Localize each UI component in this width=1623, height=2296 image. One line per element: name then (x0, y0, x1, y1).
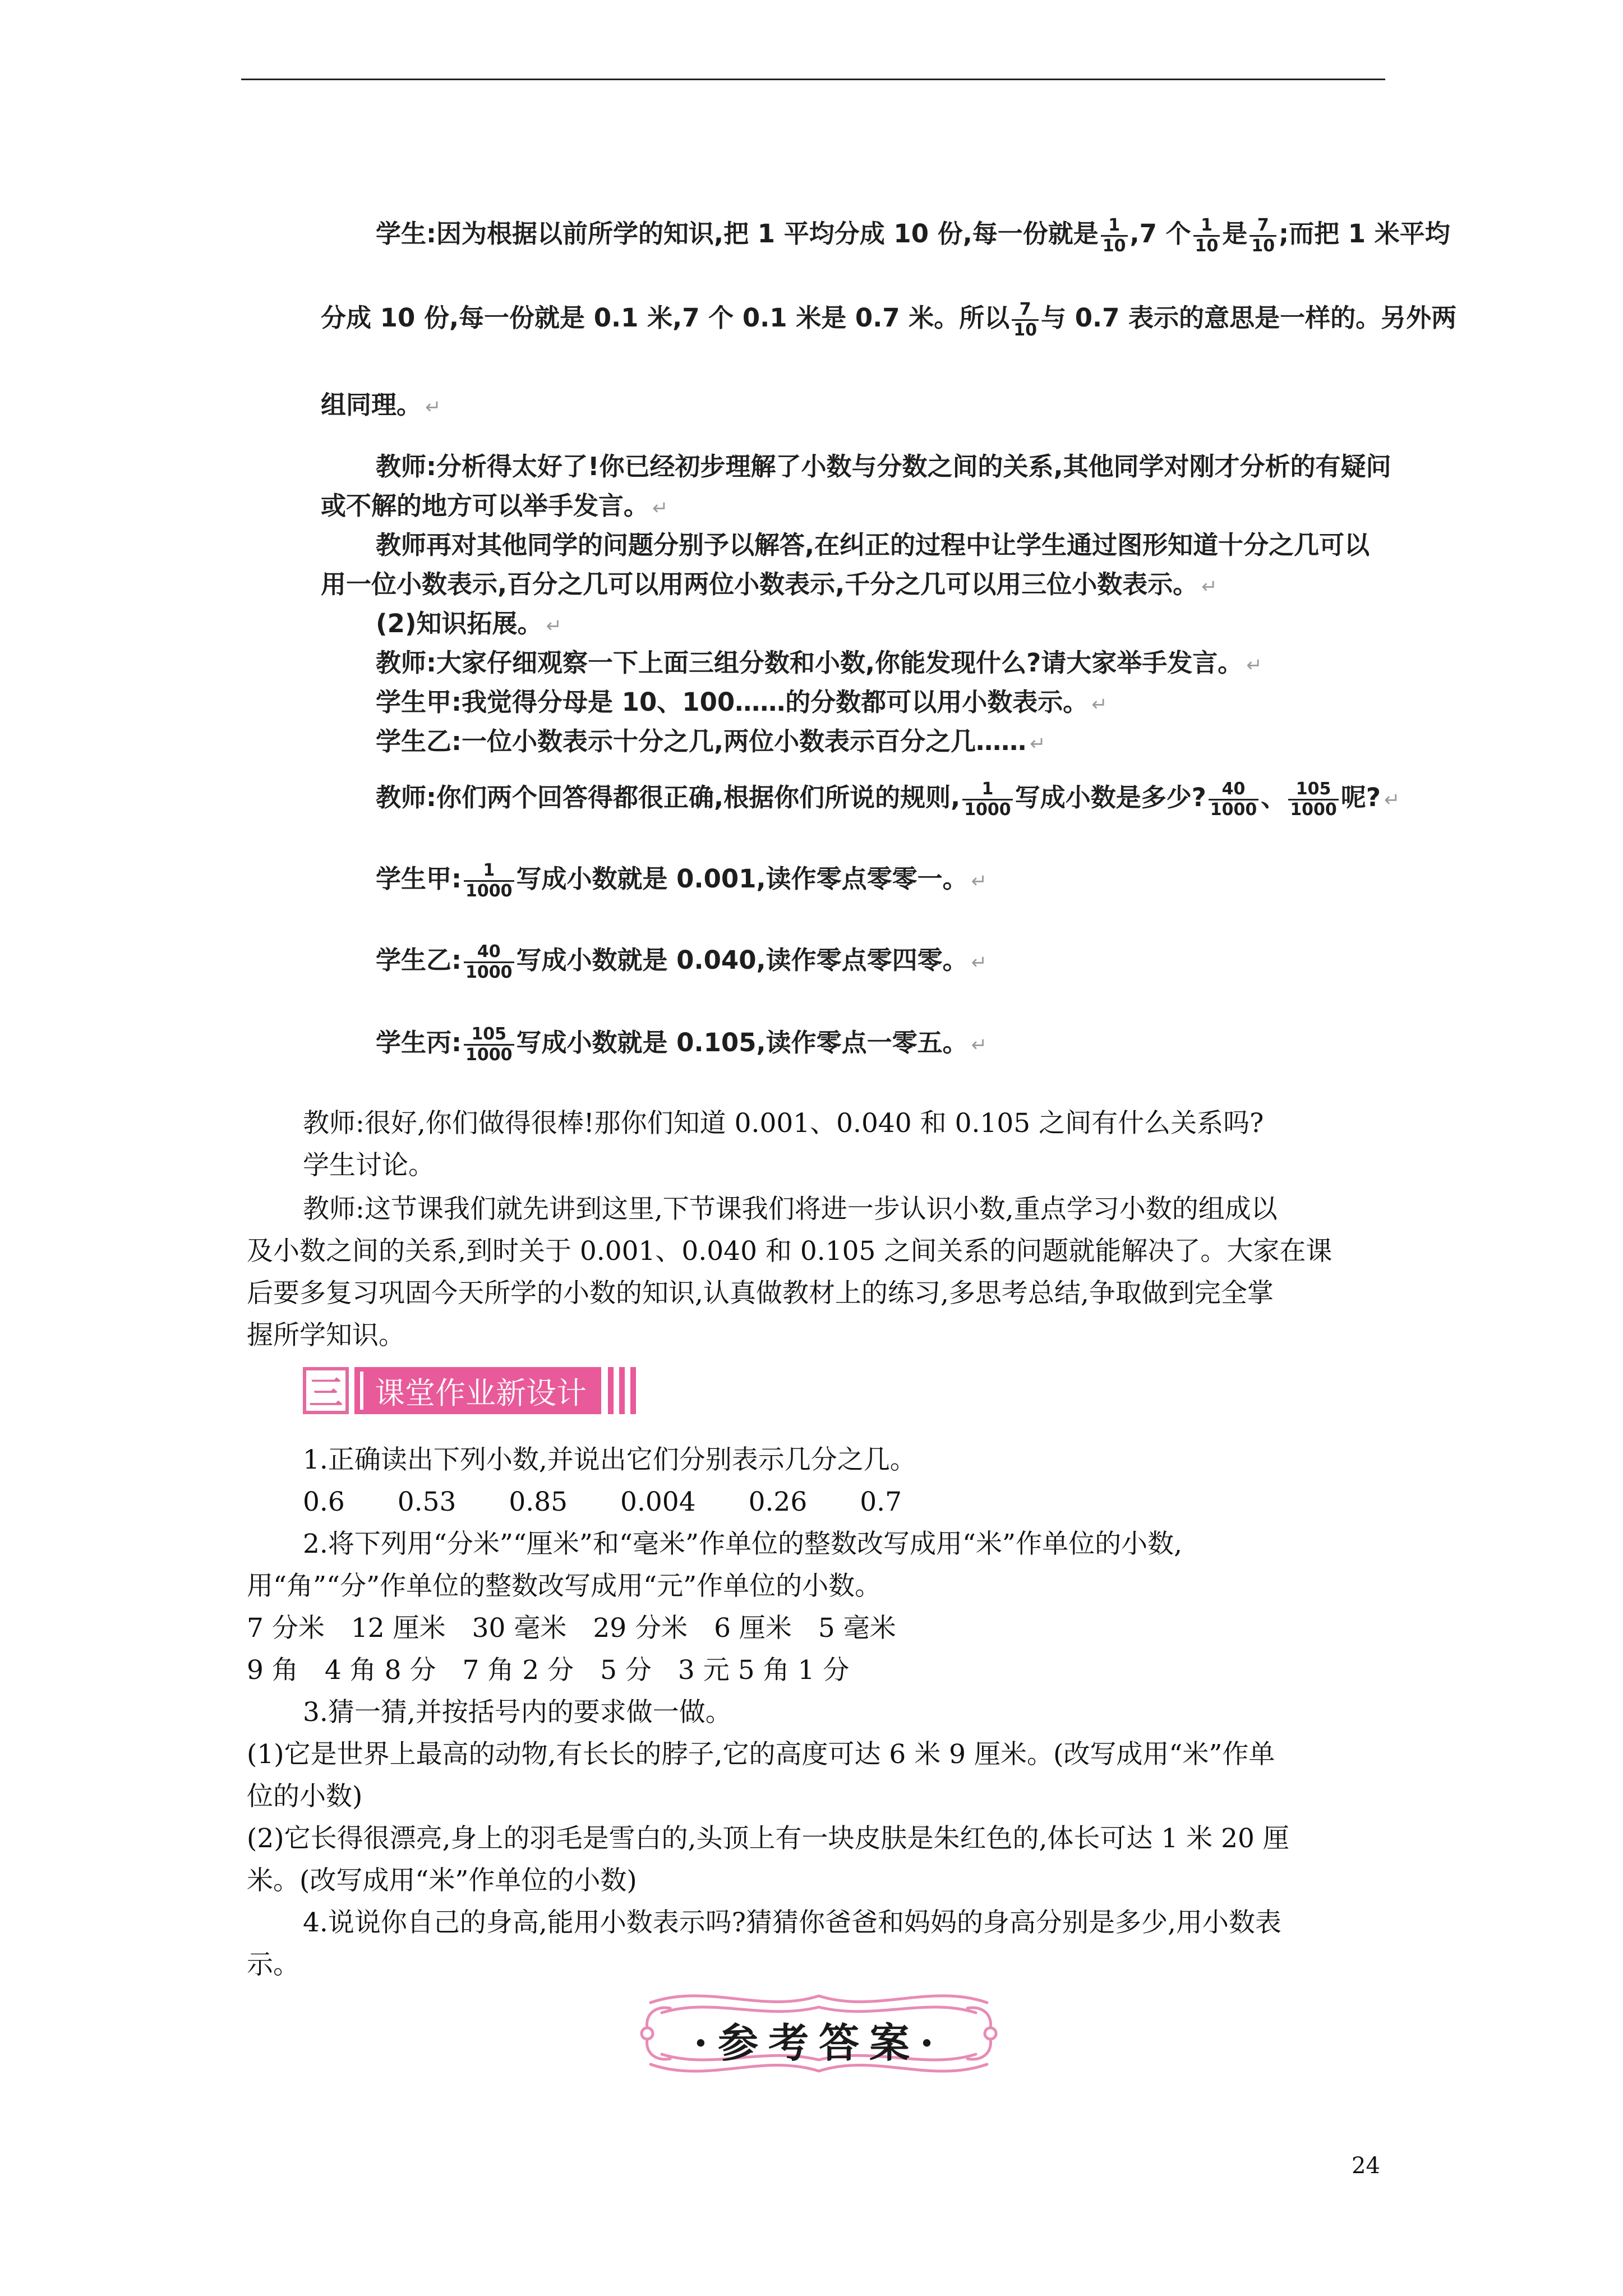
return-mark: ↵ (971, 951, 988, 974)
text-run: 写成小数是多少? (1015, 783, 1206, 812)
exercise-1-items: 0.6 0.53 0.85 0.004 0.26 0.7 (303, 1487, 902, 1517)
dialogue-line-6 (376, 524, 1370, 561)
return-mark: ↵ (1201, 576, 1218, 598)
text-run: 学生甲: (376, 864, 462, 894)
text-run: 教师:分析得太好了!你已经初步理解了小数与分数之间的关系,其他同学对刚才分析的有疑问 (376, 452, 1391, 481)
banner-stripes (608, 1367, 642, 1414)
dialogue-line-14 (376, 940, 987, 982)
dialogue-line-10 (376, 682, 1108, 718)
exercise-4: 4.说说你自己的身高,能用小数表示吗?猜猜你爸爸和妈妈的身高分别是多少,用小数表 (303, 1907, 1281, 1938)
return-mark: ↵ (652, 497, 668, 519)
dialogue-line-1 (376, 213, 1450, 256)
return-mark: ↵ (425, 396, 441, 418)
fraction (1193, 216, 1220, 256)
text-run: 或不解的地方可以举手发言。 (321, 491, 649, 521)
dialogue-line-2 (321, 297, 1456, 340)
denominator: 1000 (465, 1045, 513, 1065)
text-run: 写成小数就是 0.001,读作零点零零一。 (516, 864, 968, 894)
fraction (1012, 300, 1039, 340)
denominator: 10 (1195, 236, 1219, 256)
section-banner (303, 1367, 642, 1414)
page-number: 24 (1352, 2153, 1380, 2179)
denominator: 1000 (964, 799, 1011, 820)
dialogue-line-12 (376, 777, 1400, 820)
dialogue-line-5 (321, 485, 668, 522)
numerator: 40 (1209, 780, 1259, 800)
fraction (962, 780, 1013, 820)
section-title: 课堂作业新设计 (354, 1367, 601, 1414)
body-line: 教师:这节课我们就先讲到这里,下节课我们将进一步认识小数,重点学习小数的组成以 (303, 1194, 1278, 1225)
text-run: 写成小数就是 0.040,读作零点零四零。 (516, 945, 968, 975)
numerator: 40 (464, 942, 514, 963)
dialogue-line-3 (321, 384, 441, 421)
exercise-3-1: (1)它是世界上最高的动物,有长长的脖子,它的高度可达 6 米 9 厘米。(改写成用“米”作单 (247, 1739, 1275, 1770)
text-run: 学生乙: (376, 945, 462, 975)
exercise-1: 1.正确读出下列小数,并说出它们分别表示几分之几。 (303, 1444, 916, 1475)
numerator: 7 (1012, 300, 1039, 321)
answers-heading-text: ·参考答案· (693, 2019, 944, 2067)
text-run: 是 (1222, 219, 1248, 249)
fraction (1249, 216, 1276, 256)
fraction (1288, 780, 1339, 820)
fraction (464, 1025, 514, 1065)
text-run: 分成 10 份,每一份就是 0.1 米,7 个 0.1 米是 0.7 米。所以 (321, 303, 1010, 333)
denominator: 1000 (465, 881, 513, 901)
text-run: 学生甲:我觉得分母是 10、100……的分数都可以用小数表示。 (376, 687, 1089, 717)
text-run: (2)知识拓展。 (376, 609, 543, 638)
text-run: 与 0.7 表示的意思是一样的。另外两 (1041, 303, 1457, 333)
numerator: 1 (464, 861, 514, 882)
text-run: 组同理。 (321, 390, 422, 420)
body-line: 握所学知识。 (247, 1320, 405, 1351)
exercise-3-2-cont: 米。(改写成用“米”作单位的小数) (247, 1865, 637, 1896)
return-mark: ↵ (1246, 654, 1262, 677)
return-mark: ↵ (971, 870, 988, 892)
exercise-3-1-cont: 位的小数) (247, 1781, 363, 1812)
exercise-3-2: (2)它长得很漂亮,身上的羽毛是雪白的,头顶上有一块皮肤是朱红色的,体长可达 1 米 20 厘 (247, 1823, 1289, 1854)
numerator: 7 (1249, 216, 1276, 237)
fraction (1101, 216, 1128, 256)
return-mark: ↵ (546, 615, 562, 637)
denominator: 1000 (465, 962, 513, 982)
text-run: 教师再对其他同学的问题分别予以解答,在纠正的过程中让学生通过图形知道十分之几可以 (376, 530, 1370, 560)
denominator: 1000 (1210, 799, 1257, 820)
body-line: 及小数之间的关系,到时关于 0.001、0.040 和 0.105 之间关系的问题就能解决了。大家在课 (247, 1236, 1332, 1267)
denominator: 10 (1013, 320, 1038, 340)
fraction (1209, 780, 1259, 820)
dialogue-line-8 (376, 603, 562, 639)
dialogue-line-9 (376, 642, 1262, 679)
text-run: 、 (1261, 783, 1287, 812)
denominator: 10 (1102, 236, 1126, 256)
dialogue-line-15 (376, 1022, 987, 1065)
body-line: 后要多复习巩固今天所学的小数的知识,认真做教材上的练习,多思考总结,争取做到完全掌 (247, 1278, 1274, 1309)
text-run: 写成小数就是 0.105,读作零点一零五。 (516, 1028, 968, 1057)
dialogue-line-11 (376, 721, 1046, 757)
numerator: 105 (464, 1025, 514, 1046)
denominator: 10 (1251, 236, 1275, 256)
text-run: 教师:你们两个回答得都很正确,根据你们所说的规则, (376, 783, 961, 812)
exercise-2-items-2: 9 角 4 角 8 分 7 角 2 分 5 分 3 元 5 角 1 分 (247, 1655, 850, 1686)
numerator: 1 (962, 780, 1013, 800)
fraction (464, 942, 514, 982)
exercise-3: 3.猜一猜,并按括号内的要求做一做。 (303, 1697, 732, 1728)
return-mark: ↵ (971, 1034, 988, 1056)
header-rule (241, 79, 1385, 80)
exercise-2: 2.将下列用“分米”“厘米”和“毫米”作单位的整数改写成用“米”作单位的小数, (303, 1529, 1183, 1559)
dialogue-line-4 (376, 446, 1391, 482)
dialogue-line-13 (376, 858, 987, 901)
text-run: ;而把 1 米平均 (1279, 219, 1450, 249)
return-mark: ↵ (1030, 733, 1046, 755)
exercise-4-cont: 示。 (247, 1949, 299, 1980)
text-run: 学生丙: (376, 1028, 462, 1057)
dialogue-line-7 (321, 564, 1218, 600)
numerator: 1 (1101, 216, 1128, 237)
body-line: 学生讨论。 (303, 1150, 435, 1181)
numerator: 105 (1288, 780, 1339, 800)
text-run: ,7 个 (1129, 219, 1191, 249)
exercise-2-items-1: 7 分米 12 厘米 30 毫米 29 分米 6 厘米 5 毫米 (247, 1613, 896, 1644)
numerator: 1 (1193, 216, 1220, 237)
body-line: 教师:很好,你们做得很棒!那你们知道 0.001、0.040 和 0.105 之间有什么关系吗? (303, 1108, 1264, 1139)
text-run: 用一位小数表示,百分之几可以用两位小数表示,千分之几可以用三位小数表示。 (321, 569, 1198, 599)
text-run: 教师:大家仔细观察一下上面三组分数和小数,你能发现什么?请大家举手发言。 (376, 648, 1243, 678)
denominator: 1000 (1290, 799, 1337, 820)
fraction (464, 861, 514, 901)
text-run: 学生乙:一位小数表示十分之几,两位小数表示百分之几…… (376, 726, 1027, 756)
return-mark: ↵ (1091, 693, 1108, 716)
section-number: 三 (303, 1367, 349, 1414)
exercise-2-cont: 用“角”“分”作单位的整数改写成用“元”作单位的小数。 (247, 1571, 882, 1602)
answers-heading (639, 1980, 998, 2087)
return-mark: ↵ (1384, 789, 1400, 811)
text-run: 学生:因为根据以前所学的知识,把 1 平均分成 10 份,每一份就是 (376, 219, 1099, 249)
text-run: 呢? (1340, 783, 1381, 812)
